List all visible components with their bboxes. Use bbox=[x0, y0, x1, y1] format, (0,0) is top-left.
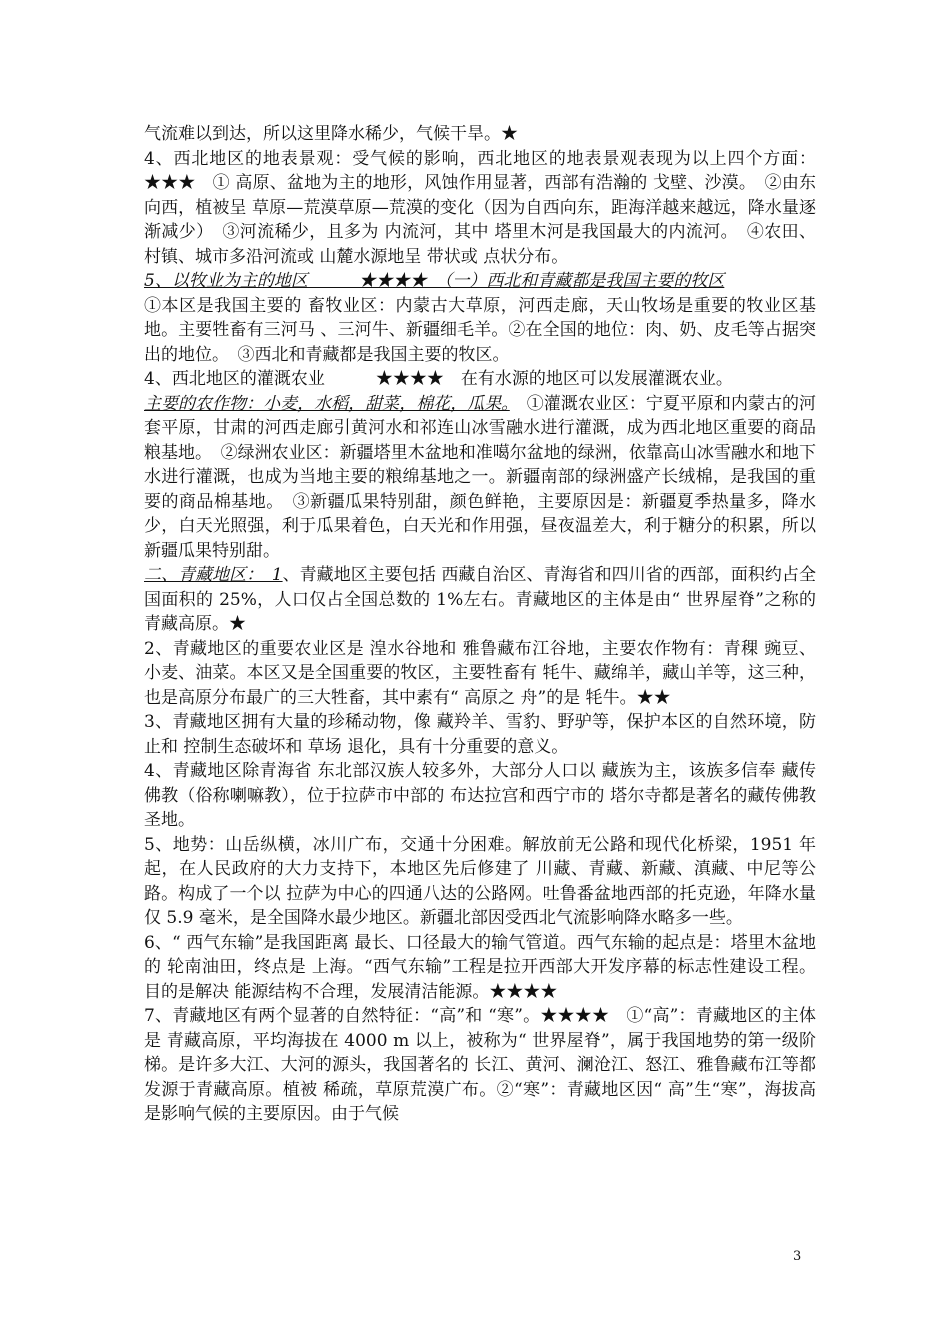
main-crops-heading: 主要的农作物：小麦，水稻，甜菜，棉花，瓜果。 bbox=[144, 393, 510, 414]
paragraph-5 bbox=[144, 392, 816, 564]
paragraph-6 bbox=[144, 563, 816, 637]
paragraph-12: 7、青藏地区有两个显著的自然特征：“高”和 “寒”。★★★★ ①“高”：青藏地区的主体是 青藏高原，平均海拔在 4000 m 以上，被称为“ 世界屋脊”，属于我国地势的第一级阶梯。是许多大江、大河的源头，我国著名的 长江、黄河、澜沧江、怒江、雅鲁藏布江等都发源于青藏高原。植被 稀疏，草原荒漠广布。②“寒”：青藏地区因“ 高”生“寒”，海拔高是影响气候的主要原因。由于气候 bbox=[144, 1006, 816, 1124]
page-number: 3 bbox=[793, 1249, 802, 1264]
paragraph-8: 3、青藏地区拥有大量的珍稀动物，像 藏羚羊、雪豹、野驴等，保护本区的自然环境，防止和 控制生态破坏和 草场 退化，具有十分重要的意义。 bbox=[144, 712, 816, 757]
qingzang-intro-text: 、青藏地区主要包括 西藏自治区、青海省和四川省的西部，面积约占全国面积的 25%，人口仅占全国总数的 1%左右。青藏地区的主体是由“ 世界屋脊”之称的青藏高原。★ bbox=[144, 565, 816, 634]
paragraph-3: ①本区是我国主要的 畜牧业区：内蒙古大草原，河西走廊，天山牧场是重要的牧业区基地。主要牲畜有三河马 、三河牛、新疆细毛羊。②在全国的地位：肉、奶、皮毛等占据突出的地位。 ③西北和青藏都是我国主要的牧区。 bbox=[144, 295, 816, 365]
paragraph-11: 6、“ 西气东输”是我国距离 最长、口径最大的输气管道。西气东输的起点是：塔里木盆地的 轮南油田，终点是 上海。“西气东输”工程是拉开西部大开发序幕的标志性建设工程。目的是解决 能源结构不合理，发展清洁能源。★★★★ bbox=[144, 932, 816, 1002]
paragraph-7: 2、青藏地区的重要农业区是 湟水谷地和 雅鲁藏布江谷地，主要农作物有：青稞 豌豆、小麦、油菜。本区又是全国重要的牧区，主要牲畜有 牦牛、藏绵羊，藏山羊等，这三种，也是高原分布最广的三大牲畜，其中素有“ 高原之 舟”的是 牦牛。★★ bbox=[144, 638, 816, 708]
paragraph-1: 气流难以到达，所以这里降水稀少，气候干旱。★ bbox=[144, 124, 518, 144]
paragraph-10: 5、地势：山岳纵横，冰川广布，交通十分困难。解放前无公路和现代化桥梁，1951 年起，在人民政府的大力支持下，本地区先后修建了 川藏、青藏、新藏、滇藏、中尼等公路。构成了一个以 拉萨为中心的四通八达的公路网。吐鲁番盆地西部的托克逊，年降水量仅 5.9 毫米，是全国降水最少地区。新疆北部因受西北气流影响降水略多一些。 bbox=[144, 834, 816, 928]
document-body bbox=[144, 122, 816, 1127]
paragraph-9: 4、青藏地区除青海省 东北部汉族人较多外，大部分人口以 藏族为主，该族多信奉 藏传佛教（俗称喇嘛教），位于拉萨市中部的 布达拉宫和西宁市的 塔尔寺都是著名的藏传佛教圣地。 bbox=[144, 761, 816, 830]
section-heading-qingzang: 二、青藏地区： 1 bbox=[144, 565, 283, 585]
paragraph-2: 4、西北地区的地表景观：受气候的影响，西北地区的地表景观表现为以上四个方面：★★★ ① 高原、盆地为主的地形，风蚀作用显著，西部有浩瀚的 戈壁、沙漠。 ②由东向西，植被呈 草原—荒漠草原—荒漠的变化（因为自西向东，距海洋越来越远，降水量逐渐减少） ③河流稀少，且多为 内流河，其中 塔里木河是我国最大的内流河。 ④农田、村镇、城市多沿河流或 山麓水源地呈 带状或 点状分布。 bbox=[144, 148, 816, 267]
paragraph-4: 4、西北地区的灌溉农业 ★★★★ 在有水源的地区可以发展灌溉农业。 bbox=[144, 369, 733, 389]
section-heading-pastoral: 5、以牧业为主的地区 ★★★★ （一）西北和青藏都是我国主要的牧区 bbox=[144, 271, 725, 291]
irrigation-text: ①灌溉农业区：宁夏平原和内蒙古的河套平原，甘肃的河西走廊引黄河水和祁连山冰雪融水进行灌溉，成为西北地区重要的商品粮基地。 ②绿洲农业区：新疆塔里木盆地和准噶尔盆地的绿洲，依靠高山冰雪融水和地下水进行灌溉，也成为当地主要的粮绵基地之一。新疆南部的绿洲盛产长绒棉，是我国的重要的商品棉基地。 ③新疆瓜果特别甜，颜色鲜艳，主要原因是：新疆夏季热量多，降水少，白天光照强，利于瓜果着色，白天光和作用强，昼夜温差大，利于糖分的积累，所以新疆瓜果特别甜。 bbox=[144, 393, 816, 561]
